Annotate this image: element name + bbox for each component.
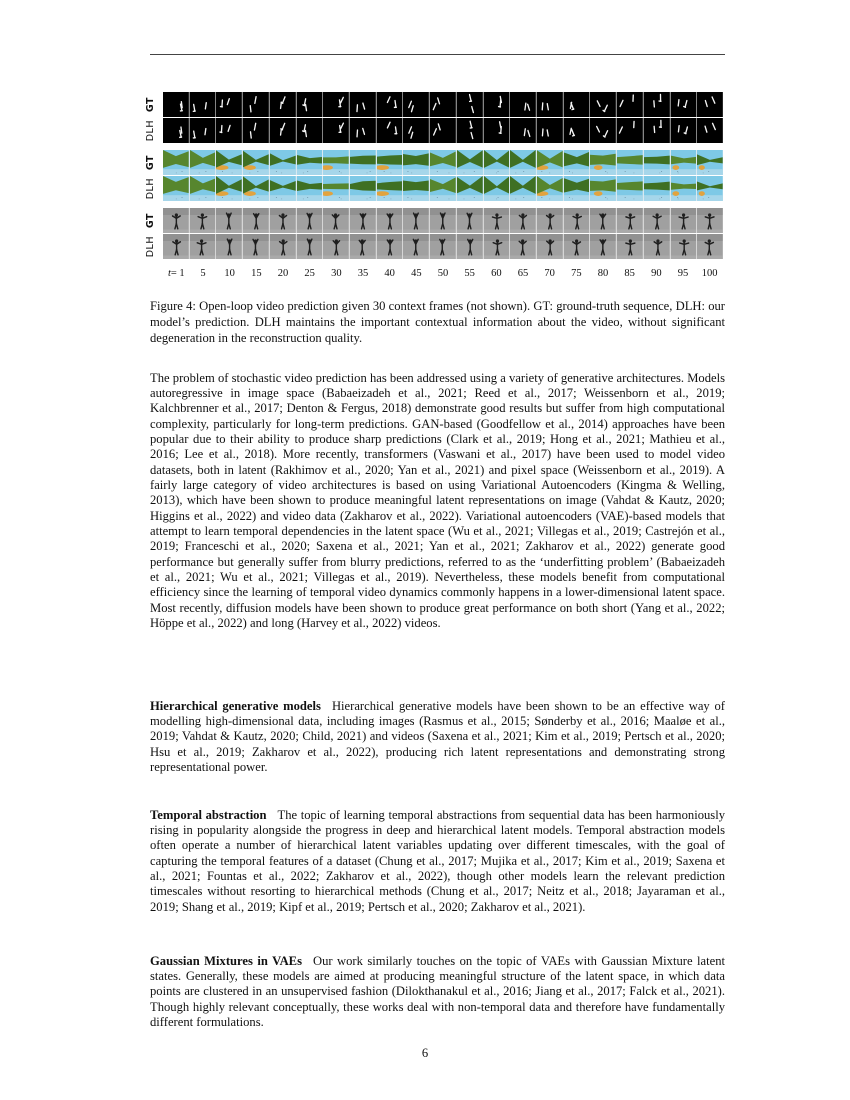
row-label-dlh: DLH bbox=[144, 235, 156, 258]
video-frame bbox=[270, 234, 296, 259]
video-frame bbox=[510, 92, 536, 117]
video-frame bbox=[297, 208, 323, 233]
time-label: 80 bbox=[597, 267, 609, 279]
video-frame bbox=[510, 234, 536, 259]
time-label: 5 bbox=[200, 267, 206, 279]
video-frame bbox=[163, 150, 189, 175]
video-frame bbox=[163, 118, 189, 143]
video-frame bbox=[697, 118, 723, 143]
video-frame bbox=[671, 92, 697, 117]
row-label-dlh: DLH bbox=[144, 177, 156, 200]
video-frame bbox=[350, 92, 376, 117]
video-frame bbox=[510, 176, 536, 201]
time-label: 85 bbox=[624, 267, 635, 279]
paragraph-related-work: The problem of stochastic video prediction has been addressed using a variety of generative architectures. Models autoregressive in image space (Babaeizadeh et al., 2021; Reed et al., 2017; Weissenborn et al., 2019; Kalchbrenner et al., 2017; Denton & Fergus, 2018) demonstrate good results but suffer from high computational complexity, particularly for long-term predictions. GAN-based (Goodfellow et al., 2014) approaches have been popular due to their ability to produce sharp predictions (Clark et al., 2019; Hong et al., 2021; Mathieu et al., 2016; Lee et al., 2018). More recently, transformers (Vaswani et al., 2017) have been used to model video datasets, both in latent (Rakhimov et al., 2020; Yan et al., 2021) and pixel space (Weissenborn et al., 2019). A fairly large category of video architectures is based on using Variational Autoencoders (Kingma & Welling, 2013), which have been shown to produce meaningful latent representations on image (Vahdat & Kautz, 2020; Higgins et al., 2022) and video data (Zakharov et al., 2022). Variational autoencoders (VAE)-based models that attempt to learn temporal dependencies in the latent space (Wu et al., 2021; Villegas et al., 2019; Castrejón et al., 2019; Franceschi et al., 2020; Saxena et al., 2021; Yan et al., 2021; Zakharov et al., 2022) generate good performance but generally suffer from blurry predictions, referred to as the ‘underfitting problem’ (Babaeizadeh et al., 2021; Wu et al., 2021; Villegas et al., 2019). Nevertheless, these models benefit from computational efficiency since the learning of temporal video dynamics commonly happens in a lower-dimensional latent space. Most recently, diffusion models have been shown to produce great performance on both short (Yang et al., 2022; Höppe et al., 2022) and long (Harvey et al., 2022) videos. bbox=[150, 370, 725, 631]
video-frame bbox=[323, 150, 349, 175]
video-frame bbox=[457, 208, 483, 233]
section-temporal-abstraction bbox=[150, 808, 725, 915]
video-frame bbox=[617, 234, 643, 259]
time-label: 30 bbox=[331, 267, 342, 279]
time-axis bbox=[137, 266, 723, 280]
video-frame bbox=[323, 234, 349, 259]
frame-row-dlh bbox=[137, 118, 723, 143]
video-frame bbox=[564, 176, 590, 201]
video-frame bbox=[430, 92, 456, 117]
video-frame bbox=[430, 150, 456, 175]
video-frame bbox=[270, 118, 296, 143]
video-frame bbox=[590, 118, 616, 143]
figure-caption: Figure 4: Open-loop video prediction given 30 context frames (not shown). GT: ground-truth sequence, DLH: our model’s prediction. DLH maintains the important contextual information about the video, without significant degeneration in the reconstruction quality. bbox=[150, 298, 725, 345]
frame-strip bbox=[163, 176, 723, 201]
video-frame bbox=[403, 92, 429, 117]
frame-row-dlh bbox=[137, 234, 723, 259]
video-frame bbox=[350, 118, 376, 143]
video-frame bbox=[644, 150, 670, 175]
video-frame bbox=[297, 92, 323, 117]
video-frame bbox=[457, 118, 483, 143]
video-frame bbox=[671, 234, 697, 259]
video-frame bbox=[510, 208, 536, 233]
video-frame bbox=[297, 150, 323, 175]
video-frame bbox=[163, 176, 189, 201]
time-label: 60 bbox=[491, 267, 502, 279]
section-text: Our work similarly touches on the topic of VAEs with Gaussian Mixture latent states. Generally, these models are aimed at producing meaningful structure of the latent space, in which data points are clustered in an unsupervised fashion (Dilokthanakul et al., 2016; Jiang et al., 2017; Falck et al., 2021). Though highly relevant conceptually, these works deal with non-temporal data and therefore have fundamentally different formulations. bbox=[150, 953, 725, 1029]
video-frame bbox=[377, 118, 403, 143]
video-frame bbox=[671, 150, 697, 175]
video-frame bbox=[484, 92, 510, 117]
row-label-dlh: DLH bbox=[144, 119, 156, 142]
video-frame bbox=[484, 118, 510, 143]
row-label-gt: GT bbox=[144, 154, 156, 171]
video-frame bbox=[671, 208, 697, 233]
video-frame bbox=[510, 118, 536, 143]
time-label: 90 bbox=[651, 267, 662, 279]
video-frame bbox=[644, 92, 670, 117]
video-frame bbox=[617, 208, 643, 233]
video-frame bbox=[697, 208, 723, 233]
panel-person bbox=[137, 208, 723, 259]
video-frame bbox=[537, 176, 563, 201]
video-frame bbox=[377, 92, 403, 117]
video-frame bbox=[430, 176, 456, 201]
video-frame bbox=[697, 234, 723, 259]
time-label: 20 bbox=[277, 267, 289, 279]
video-frame bbox=[697, 150, 723, 175]
video-frame bbox=[484, 150, 510, 175]
panel-digits bbox=[137, 92, 723, 143]
section-heading: Temporal abstraction bbox=[150, 807, 267, 822]
time-label: 35 bbox=[357, 267, 369, 279]
section-gaussian-mixtures-in-vaes bbox=[150, 954, 725, 1031]
video-frame bbox=[617, 150, 643, 175]
video-frame bbox=[216, 234, 242, 259]
video-frame bbox=[564, 92, 590, 117]
time-label: 65 bbox=[517, 267, 529, 279]
video-frame bbox=[190, 234, 216, 259]
video-frame bbox=[564, 234, 590, 259]
section-hierarchical-generative-models bbox=[150, 699, 725, 776]
video-frame bbox=[457, 92, 483, 117]
section-heading: Hierarchical generative models bbox=[150, 698, 321, 713]
video-frame bbox=[403, 234, 429, 259]
time-label: 95 bbox=[677, 267, 689, 279]
video-frame bbox=[190, 150, 216, 175]
video-frame bbox=[297, 118, 323, 143]
video-frame bbox=[590, 234, 616, 259]
video-frame bbox=[644, 234, 670, 259]
video-frame bbox=[377, 234, 403, 259]
video-frame bbox=[323, 176, 349, 201]
video-frame bbox=[510, 150, 536, 175]
section-text: Hierarchical generative models have been shown to be an effective way of modelling high-dimensional data, including images (Rasmus et al., 2015; Sønderby et al., 2016; Maaløe et al., 2019; Vahdat & Kautz, 2020; Child, 2021) and videos (Saxena et al., 2021; Kim et al., 2019; Pertsch et al., 2020; Hsu et al., 2019; Zakharov et al., 2022), producing rich latent representations and demonstrating strong representational power. bbox=[150, 698, 726, 774]
video-frame bbox=[430, 118, 456, 143]
video-frame bbox=[190, 118, 216, 143]
video-frame bbox=[216, 118, 242, 143]
video-frame bbox=[270, 92, 296, 117]
video-frame bbox=[297, 176, 323, 201]
time-label: 75 bbox=[571, 267, 582, 279]
video-frame bbox=[484, 234, 510, 259]
video-frame bbox=[644, 176, 670, 201]
frame-row-dlh bbox=[137, 176, 723, 201]
video-frame bbox=[190, 92, 216, 117]
video-frame bbox=[323, 118, 349, 143]
video-frame bbox=[484, 176, 510, 201]
video-frame bbox=[644, 208, 670, 233]
video-frame bbox=[377, 150, 403, 175]
video-frame bbox=[216, 208, 242, 233]
video-frame bbox=[617, 92, 643, 117]
video-frame bbox=[537, 208, 563, 233]
video-frame bbox=[350, 150, 376, 175]
video-frame bbox=[323, 208, 349, 233]
section-text: The topic of learning temporal abstractions from sequential data has been harmoniously rising in popularity alongside the progress in deep and hierarchical latent models. Temporal abstraction models often operate a number of hierarchical latent variables updating over different timescales, with the goal of capturing the temporal features of a dataset (Chung et al., 2017; Mujika et al., 2017; Kim et al., 2019; Saxena et al., 2021; Fountas et al., 2022; Zakharov et al., 2022), though other models learn the relevant prediction timescales without resorting to hierarchical methods (Chung et al., 2017; Neitz et al., 2018; Jayaraman et al., 2019; Shang et al., 2019; Kipf et al., 2019; Pertsch et al., 2020; Zakharov et al., 2021). bbox=[150, 807, 725, 914]
time-label: 50 bbox=[437, 267, 449, 279]
video-frame bbox=[190, 176, 216, 201]
video-frame bbox=[430, 208, 456, 233]
video-frame bbox=[590, 150, 616, 175]
video-frame bbox=[537, 92, 563, 117]
video-frame bbox=[243, 176, 269, 201]
time-label: 70 bbox=[544, 267, 555, 279]
video-frame bbox=[243, 92, 269, 117]
frame-strip bbox=[163, 234, 723, 259]
time-label: 55 bbox=[464, 267, 475, 279]
video-frame bbox=[190, 208, 216, 233]
time-label: 100 bbox=[701, 267, 718, 279]
video-frame bbox=[537, 234, 563, 259]
video-frame bbox=[323, 92, 349, 117]
video-frame bbox=[350, 176, 376, 201]
video-frame bbox=[537, 118, 563, 143]
header-rule bbox=[150, 54, 725, 55]
video-frame bbox=[377, 176, 403, 201]
time-axis-spacer bbox=[137, 266, 163, 280]
video-frame bbox=[216, 150, 242, 175]
video-frame bbox=[377, 208, 403, 233]
video-frame bbox=[457, 234, 483, 259]
video-frame bbox=[297, 234, 323, 259]
video-frame bbox=[243, 234, 269, 259]
video-frame bbox=[216, 92, 242, 117]
figure-4 bbox=[137, 92, 723, 280]
video-frame bbox=[243, 208, 269, 233]
frame-strip bbox=[163, 150, 723, 175]
section-heading: Gaussian Mixtures in VAEs bbox=[150, 953, 302, 968]
video-frame bbox=[403, 118, 429, 143]
video-frame bbox=[564, 208, 590, 233]
video-frame bbox=[163, 92, 189, 117]
frame-strip bbox=[163, 92, 723, 117]
video-frame bbox=[216, 176, 242, 201]
video-frame bbox=[457, 176, 483, 201]
video-frame bbox=[243, 118, 269, 143]
video-frame bbox=[270, 208, 296, 233]
video-frame bbox=[564, 118, 590, 143]
time-label: 25 bbox=[304, 267, 315, 279]
time-label: 40 bbox=[384, 267, 395, 279]
frame-row-gt bbox=[137, 150, 723, 175]
time-label: 15 bbox=[251, 267, 262, 279]
row-label-gt: GT bbox=[144, 96, 156, 113]
frame-strip bbox=[163, 118, 723, 143]
video-frame bbox=[484, 208, 510, 233]
panel-terrain bbox=[137, 150, 723, 201]
video-frame bbox=[350, 208, 376, 233]
video-frame bbox=[163, 234, 189, 259]
video-frame bbox=[403, 208, 429, 233]
video-frame bbox=[617, 118, 643, 143]
video-frame bbox=[537, 150, 563, 175]
video-frame bbox=[564, 150, 590, 175]
video-frame bbox=[697, 92, 723, 117]
video-frame bbox=[403, 150, 429, 175]
frame-row-gt bbox=[137, 92, 723, 117]
video-frame bbox=[590, 92, 616, 117]
page-number: 6 bbox=[421, 1046, 429, 1060]
video-frame bbox=[671, 176, 697, 201]
video-frame bbox=[350, 234, 376, 259]
video-frame bbox=[403, 176, 429, 201]
video-frame bbox=[590, 176, 616, 201]
time-label: t = 1 bbox=[167, 267, 185, 279]
frame-row-gt bbox=[137, 208, 723, 233]
figure-panels bbox=[137, 92, 723, 259]
time-label: 45 bbox=[411, 267, 422, 279]
video-frame bbox=[270, 150, 296, 175]
video-frame bbox=[163, 208, 189, 233]
video-frame bbox=[617, 176, 643, 201]
video-frame bbox=[457, 150, 483, 175]
video-frame bbox=[430, 234, 456, 259]
video-frame bbox=[270, 176, 296, 201]
frame-strip bbox=[163, 208, 723, 233]
video-frame bbox=[590, 208, 616, 233]
video-frame bbox=[697, 176, 723, 201]
video-frame bbox=[644, 118, 670, 143]
row-label-gt: GT bbox=[144, 212, 156, 229]
time-labels bbox=[163, 266, 723, 280]
time-label: 10 bbox=[224, 267, 235, 279]
video-frame bbox=[243, 150, 269, 175]
video-frame bbox=[671, 118, 697, 143]
